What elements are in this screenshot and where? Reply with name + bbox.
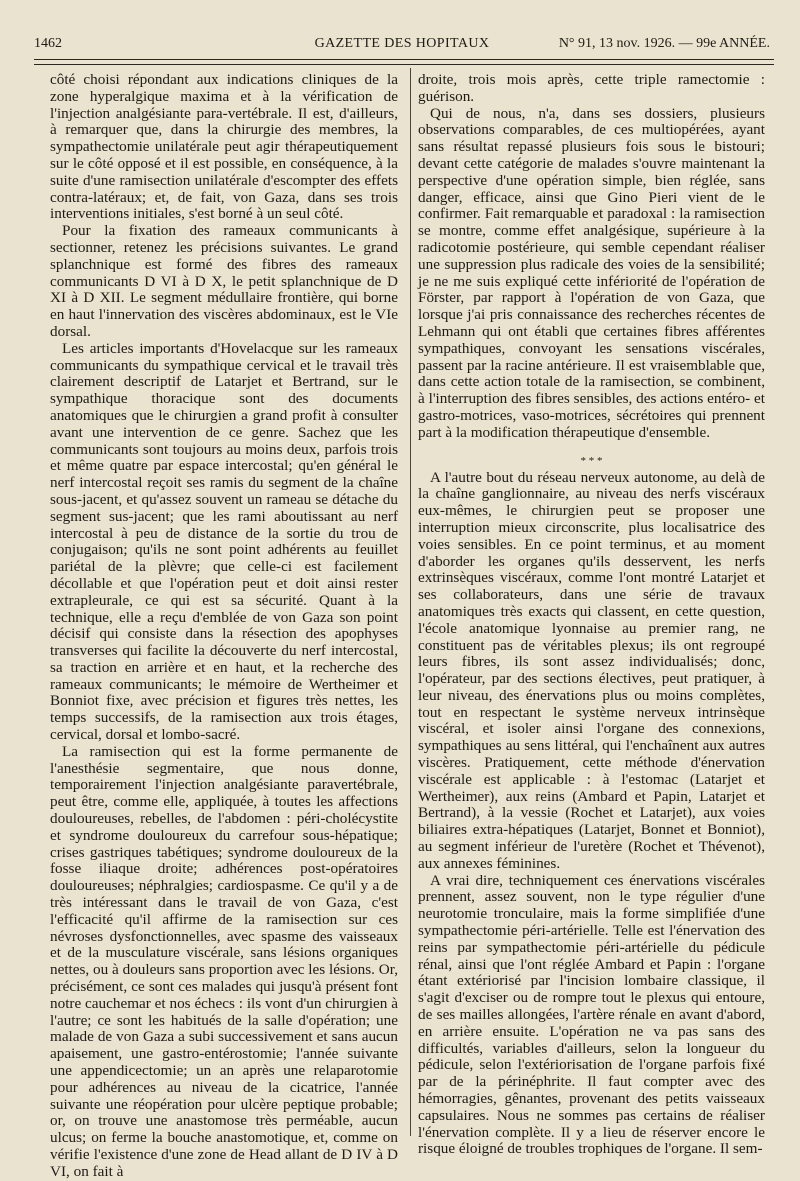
paragraph: A l'autre bout du réseau nerveux autonome, au delà de la chaîne ganglionnaire, au niveau des nerfs viscéraux eux-mêmes, le chirurgien peut se proposer une interruption mieux circonscrite, plus localisatrice des voies sensibles. En ce point terminus, et au moment d'aborder les organes qu'ils desservent, les nerfs extrinsèques viscéraux, comme l'ont montré Latarjet et ses collaborateurs, dans une série de travaux anatomiques très exacts qui classent, en cette question, l'école anatomique lyonnaise au premier rang, ne constituent pas de véritables plexus; ils ont regroupé leurs fibres, ils sont assez individualisés; donc, l'opérateur, par des sections électives, peut pratiquer, à leur niveau, des énervations plus ou moins complètes, tout en respectant le système nerveux intrinsèque viscéral, et isoler ainsi l'organe des connexions, sympathiques au sens littéral, qui l'enchaînent aux autres viscères. Pratiquement, cette méthode d'énervation viscérale est applicable : à l'estomac (Latarjet et Wertheimer), aux reins (Ambard et Papin, Latarjet et Bertrand), à la vessie (Rochet et Latarjet), aux voies biliaires extra-hépatiques (Latarjet, Bonnet et Bonniot), au segment inférieur de l'uretère (Rochet et Thévenot), aux annexes féminines. <box>418 468 765 872</box>
header-rule <box>34 59 774 60</box>
paragraph: La ramisection qui est la forme permanente de l'anesthésie segmentaire, que nous donne, temporairement l'injection analgésiante paravertébrale, peut être, comme elle, appliquée, à toutes les affections douloureuses, rebelles, de l'abdomen : péri-cholécystite et syndrome douloureux du carrefour sous-hépatique; crises gastriques tabétiques; syndrome douloureux de la fosse iliaque droite; adhérences post-opératoires douloureuses; néphralgies; cardiospasme. Ce qu'il y a de très intéressant dans le travail de von Gaza, c'est l'efficacité qu'il affirme de la ramisection sur ces névroses dysfonctionnelles, avec spasme des vaisseaux et de la musculature viscérale, sans lésions organiques nettes, ou à douleurs sans proportion avec les lésions. Or, précisément, ce sont ces malades qui jusqu'à présent font notre cauchemar et nos échecs : ils vont d'un chirurgien à l'autre; ce sont les habitués de la salle d'opération; une malade de von Gaza a subi successivement et sans aucun apaisement, une gastro-entérostomie; l'année suivante une appendicectomie; un an après une relaparotomie pour adhérences au niveau de la cicatrice, l'année suivante une réopération pour ulcère peptique probable; or, on trouve une anastomose très perméable, aucun ulcus; on ferme la bouche anastomotique, et, comme on vérifie l'existence d'une zone de Head allant de D IV à D VI, on fait à <box>50 742 398 1180</box>
issue-info: N° 91, 13 nov. 1926. — 99e ANNÉE. <box>558 36 770 51</box>
section-separator: * * * <box>580 454 603 467</box>
page-header <box>34 36 770 58</box>
left-column <box>50 72 398 1181</box>
page-number: 1462 <box>34 36 62 51</box>
paragraph: Qui de nous, n'a, dans ses dossiers, plusieurs observations comparables, de ces multiopérées, ayant sans résultat repassé plusieurs fois sous le bistouri; devant cette catégorie de malades s'ouvre maintenant la perspective d'une opération simple, bien réglée, sans danger, efficace, ainsi que Gino Pieri vient de le confirmer. Fait remarquable et paradoxal : la ramisection se montre, comme effet analgésique, supérieure à la radicotomie postérieure, qui semble cependant réaliser une suppression plus radicale des voies de la sensibilité; je ne me suis expliqué cette infériorité de l'opération de Förster, par rapport à l'opération de von Gaza, que lorsque j'ai pris connaissance des recherches récentes de Lehmann qui ont établi que certaines fibres afférentes sympathiques, convoyant les sensations viscérales, passent par la racine antérieure. Il est vraisemblable que, dans cette action totale de la ramisection, se combinent, à l'interruption des fibres sensibles, des actions entéro- et gastro-motrices, vaso-motrices, sécrétoires qui prennent part à la modification thérapeutique d'ensemble. <box>418 104 765 441</box>
journal-title: GAZETTE DES HOPITAUX <box>314 36 490 51</box>
paragraph: Pour la fixation des rameaux communicants à sectionner, retenez les précisions suivantes. Le grand splanchnique est formé des fibres des rameaux communicants D VI à D X, le petit splanchnique de D XI à D XII. Le segment médullaire frontière, qui borne en haut l'innervation des viscères abdominaux, est le VIe dorsal. <box>50 222 398 340</box>
paragraph: Les articles importants d'Hovelacque sur les rameaux communicants du sympathique cervical et le travail très clairement descriptif de Latarjet et Bertrand, sur le sympathique thoracique sont des documents anatomiques que le chirurgien a grand profit à consulter avant une intervention de ce genre. Sachez que les communicants sont toujours au moins deux, parfois trois et même quatre par espace intercostal; qu'en général le nerf intercostal reçoit ses ramis du segment de la chaîne sous-jacent, et qu'assez souvent un rameau se détache du segment sus-jacent; que les rami aboutissant au nerf intercostal à peu de distance de la sortie du trou de conjugaison; qu'ils ne sont point adhérents au feuillet pariétal de la plèvre; que celle-ci est facilement décollable et que l'opération peut et doit ainsi rester extrapleurale, ce qui est sa sécurité. Quant à la technique, elle a reçu d'emblée de von Gaza son point décisif qui consiste dans la résection des apophyses transverses qui facilite la découverte du nerf intercostal, sa traction en arrière et en haut, et la recherche des rameaux communicants; le mémoire de Wertheimer et Bonniot fixe, avec précision et figures très nettes, les temps successifs, de la ramisection aux trois étages, cervical, dorsal et lombo-sacré. <box>50 339 398 744</box>
paragraph: côté choisi répondant aux indications cliniques de la zone hyperalgique maxima et à la vérification de l'injection analgésiante para-vertébrale. Il est, d'ailleurs, à remarquer que, dans la chirurgie des membres, la sympathectomie unilatérale peut agir thérapeutiquement sur le côté opposé et il est possible, en conséquence, à la suite d'une ramisection unilatérale d'escompter des effets contra-latéraux; et, de fait, von Gaza, dans ses trois interventions initiales, s'est borné à un seul côté. <box>50 71 398 223</box>
paragraph: droite, trois mois après, cette triple ramectomie : guérison. <box>418 71 765 105</box>
paragraph: A vrai dire, techniquement ces énervations viscérales prennent, assez souvent, non le type régulier d'une neurotomie tronculaire, mais la forme simplifiée d'une sympathectomie péri-artérielle. Telle est l'énervation des reins par sympathectomie péri-artérielle du pédicule rénal, ainsi que l'ont réglée Ambard et Papin : l'organe étant extériorisé par l'incision lombaire classique, il s'agit d'exciser ou de rompre tout le plexus qui entoure, de ses mailles allongées, l'artère rénale en avant d'abord, en arrière ensuite. L'opération ne va pas sans des difficultés, variables d'ailleurs, selon la longueur du pédicule, selon l'extériorisation de l'organe parfois fixé par de la périnéphrite. Il faut compter avec des hémorragies, gênantes, provenant des petits vaisseaux capsulaires. Nous ne sommes pas certains de réaliser l'énervation complète. Il y a lieu de réserver encore le risque éloigné de troubles trophiques de l'organe. Il sem- <box>418 871 765 1158</box>
column-divider <box>410 68 411 1136</box>
right-column <box>418 72 765 1158</box>
header-rule-thin <box>34 64 774 65</box>
